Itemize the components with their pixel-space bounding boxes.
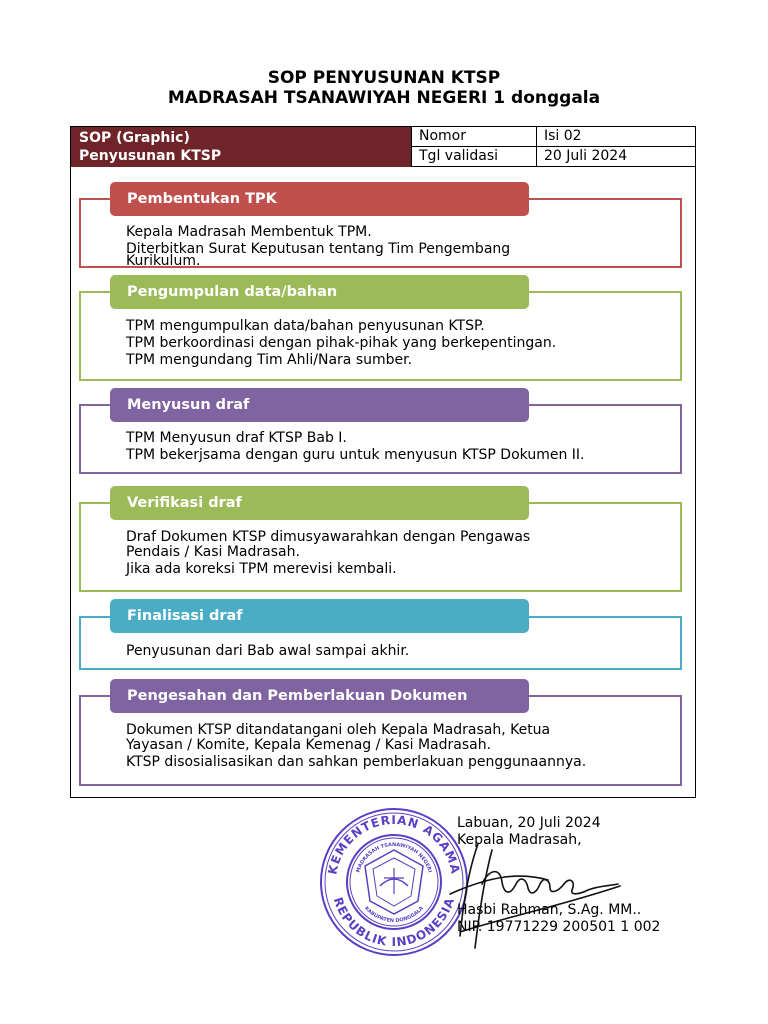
step-title: Menyusun draf	[110, 388, 529, 422]
nomor-value: Isi 02	[536, 126, 696, 147]
signature-name: Hasbi Rahman, S.Ag. MM..	[457, 902, 642, 918]
document-title: SOP PENYUSUNAN KTSP	[267, 68, 501, 88]
step-title: Verifikasi draf	[110, 486, 529, 520]
stamp-outer-top: KEMENTERIAN AGAMA	[325, 812, 463, 876]
step-line: Jika ada koreksi TPM merevisi kembali.	[126, 561, 397, 577]
step-description	[126, 643, 646, 660]
step-line: TPM mengumpulkan data/bahan penyusunan KTSP.	[126, 318, 485, 334]
step-line: Draf Dokumen KTSP dimusyawarahkan dengan Pengawas	[126, 529, 531, 545]
step-line: TPM mengundang Tim Ahli/Nara sumber.	[126, 352, 413, 368]
step-line: Pendais / Kasi Madrasah.	[126, 544, 300, 560]
sop-header-table	[411, 126, 696, 167]
step-description	[126, 224, 646, 270]
step-line: Kepala Madrasah Membentuk TPM.	[126, 224, 372, 240]
step-line: Dokumen KTSP ditandatangani oleh Kepala Madrasah, Ketua	[126, 722, 551, 738]
step-line: Penyusunan dari Bab awal sampai akhir.	[126, 643, 410, 659]
stamp-inner-top: MADRASAH TSANAWIYAH NEGERI	[355, 841, 433, 874]
tgl-validasi-label: Tgl validasi	[411, 146, 537, 167]
signature-nip: NIP. 19771229 200501 1 002	[457, 919, 661, 935]
step-line: Kurikulum.	[126, 253, 201, 269]
signature-position: Kepala Madrasah,	[457, 832, 582, 848]
tgl-validasi-value: 20 Juli 2024	[536, 146, 696, 167]
step-line: KTSP disosialisasikan dan sahkan pemberlakuan penggunaannya.	[126, 754, 587, 770]
step-title: Finalisasi draf	[110, 599, 529, 633]
step-line: Diterbitkan Surat Keputusan tentang Tim Pengembang	[126, 241, 511, 257]
step-description	[126, 430, 646, 464]
step-description	[126, 318, 646, 369]
step-line: Yayasan / Komite, Kepala Kemenag / Kasi Madrasah.	[126, 737, 492, 753]
sop-graphic-label: SOP (Graphic)	[79, 130, 190, 146]
stamp-inner-bottom: KABUPATEN DONGGALA	[363, 905, 425, 925]
signature-place-date: Labuan, 20 Juli 2024	[457, 815, 601, 831]
sop-name-label: Penyusunan KTSP	[79, 148, 222, 164]
handwritten-signature	[430, 836, 630, 954]
step-description	[126, 529, 646, 578]
step-line: TPM Menyusun draf KTSP Bab I.	[126, 430, 347, 446]
step-line: TPM berkoordinasi dengan pihak-pihak yang berkepentingan.	[126, 335, 557, 351]
sop-header-label	[71, 127, 411, 167]
step-description	[126, 722, 646, 771]
step-title: Pembentukan TPK	[110, 182, 529, 216]
stamp-outer-bottom: REPUBLIK INDONESIA	[330, 895, 458, 950]
step-title: Pengumpulan data/bahan	[110, 275, 529, 309]
document-subtitle: MADRASAH TSANAWIYAH NEGERI 1 donggala	[167, 88, 601, 108]
step-title: Pengesahan dan Pemberlakuan Dokumen	[110, 679, 529, 713]
step-line: TPM bekerjsama dengan guru untuk menyusun KTSP Dokumen II.	[126, 447, 585, 463]
nomor-label: Nomor	[411, 126, 537, 147]
